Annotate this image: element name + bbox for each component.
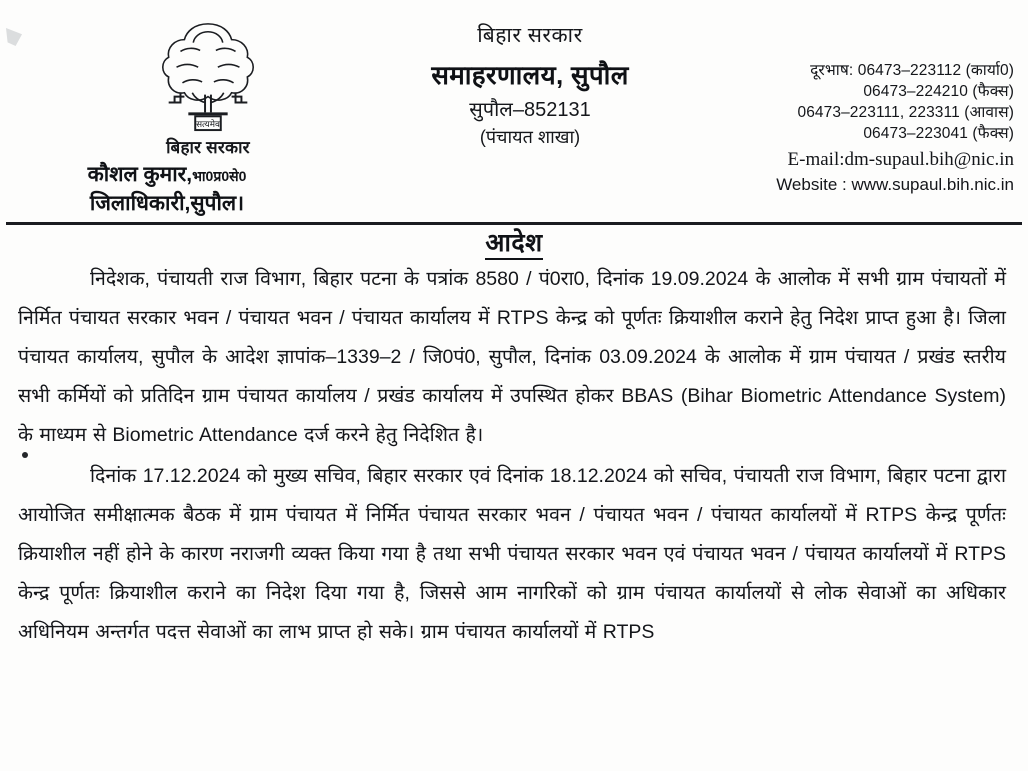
page-title-text: आदेश — [485, 229, 542, 260]
contact-website: Website : www.supaul.bih.nic.in — [776, 175, 1014, 194]
contact-phone-2: 06473–223111, 223311 (आवास) — [797, 104, 1014, 121]
officer-designation: जिलाधिकारी,सुपौल। — [89, 192, 245, 215]
officer-name-text: कौशल कुमार, — [87, 163, 193, 186]
pin-line: सुपौल–852131 — [469, 99, 591, 121]
branch-line: (पंचायत शाखा) — [479, 127, 581, 147]
government-line: बिहार सरकार — [477, 24, 583, 47]
contact-block — [684, 60, 1014, 197]
contact-fax-2: 06473–223041 (फैक्स) — [863, 125, 1014, 142]
officer-name — [22, 162, 312, 189]
paragraph-2: दिनांक 17.12.2024 को मुख्य सचिव, बिहार सरकार एवं दिनांक 18.12.2024 को सचिव, पंचायती राज विभाग, बिहार पटना द्वारा आयोजित समीक्षात्मक बैठक में ग्राम पंचायत में निर्मित पंचायत सरकार भवन / पंचायत भवन / पंचायत कार्यालयों में RTPS केन्द्र पूर्णतः क्रियाशील नहीं होने के कारण नराजगी व्यक्त किया गया है तथा सभी पंचायत सरकार भवन एवं पंचायत भवन / पंचायत कार्यालयों में RTPS केन्द्र पूर्णतः क्रियाशील कराने का निदेश दिया गया है, जिससे आम नागरिकों को ग्राम पंचायत कार्यालयों से लोक सेवाओं का अधिकार अधिनियम अन्तर्गत पदत्त सेवाओं का लाभ प्राप्त हो सके। ग्राम पंचायत कार्यालयों में RTPS — [18, 465, 1006, 643]
header-divider — [6, 222, 1022, 225]
emblem-block — [108, 18, 308, 158]
officer-name-suffix: भा0प्र0से0 — [192, 168, 247, 184]
emblem-caption: बिहार सरकार — [166, 138, 250, 157]
contact-email: E-mail:dm-supaul.bih@nic.in — [787, 149, 1014, 170]
bihar-government-emblem-icon — [149, 18, 267, 134]
page-title — [0, 228, 1028, 258]
office-heading-block — [395, 22, 665, 150]
letterhead — [0, 0, 1028, 222]
document-body — [0, 228, 1028, 652]
svg-text:सत्यमेव: सत्यमेव — [196, 119, 220, 130]
margin-bullet-mark — [22, 452, 28, 458]
office-name: समाहरणालय, सुपौल — [431, 60, 629, 90]
officer-block — [22, 162, 312, 217]
contact-phone-1: दूरभाष: 06473–223112 (कार्या0) — [810, 62, 1014, 79]
paragraph-1: निदेशक, पंचायती राज विभाग, बिहार पटना के पत्रांक 8580 / पं0रा0, दिनांक 19.09.2024 के आलोक में सभी ग्राम पंचायतों में निर्मित पंचायत सरकार भवन / पंचायत भवन / पंचायत कार्यालय में RTPS केन्द्र को पूर्णतः क्रियाशील कराने हेतु निदेश प्राप्त हुआ है। जिला पंचायत कार्यालय, सुपौल के आदेश ज्ञापांक–1339–2 / जि0पं0, सुपौल, दिनांक 03.09.2024 के आलोक में ग्राम पंचायत / प्रखंड स्तरीय सभी कर्मियों को प्रतिदिन ग्राम पंचायत कार्यालय / प्रखंड कार्यालय में उपस्थित होकर BBAS (Bihar Biometric Attendance System) के माध्यम से Biometric Attendance दर्ज करने हेतु निदेशित है। — [18, 268, 1006, 446]
contact-fax-1: 06473–224210 (फैक्स) — [863, 83, 1014, 100]
